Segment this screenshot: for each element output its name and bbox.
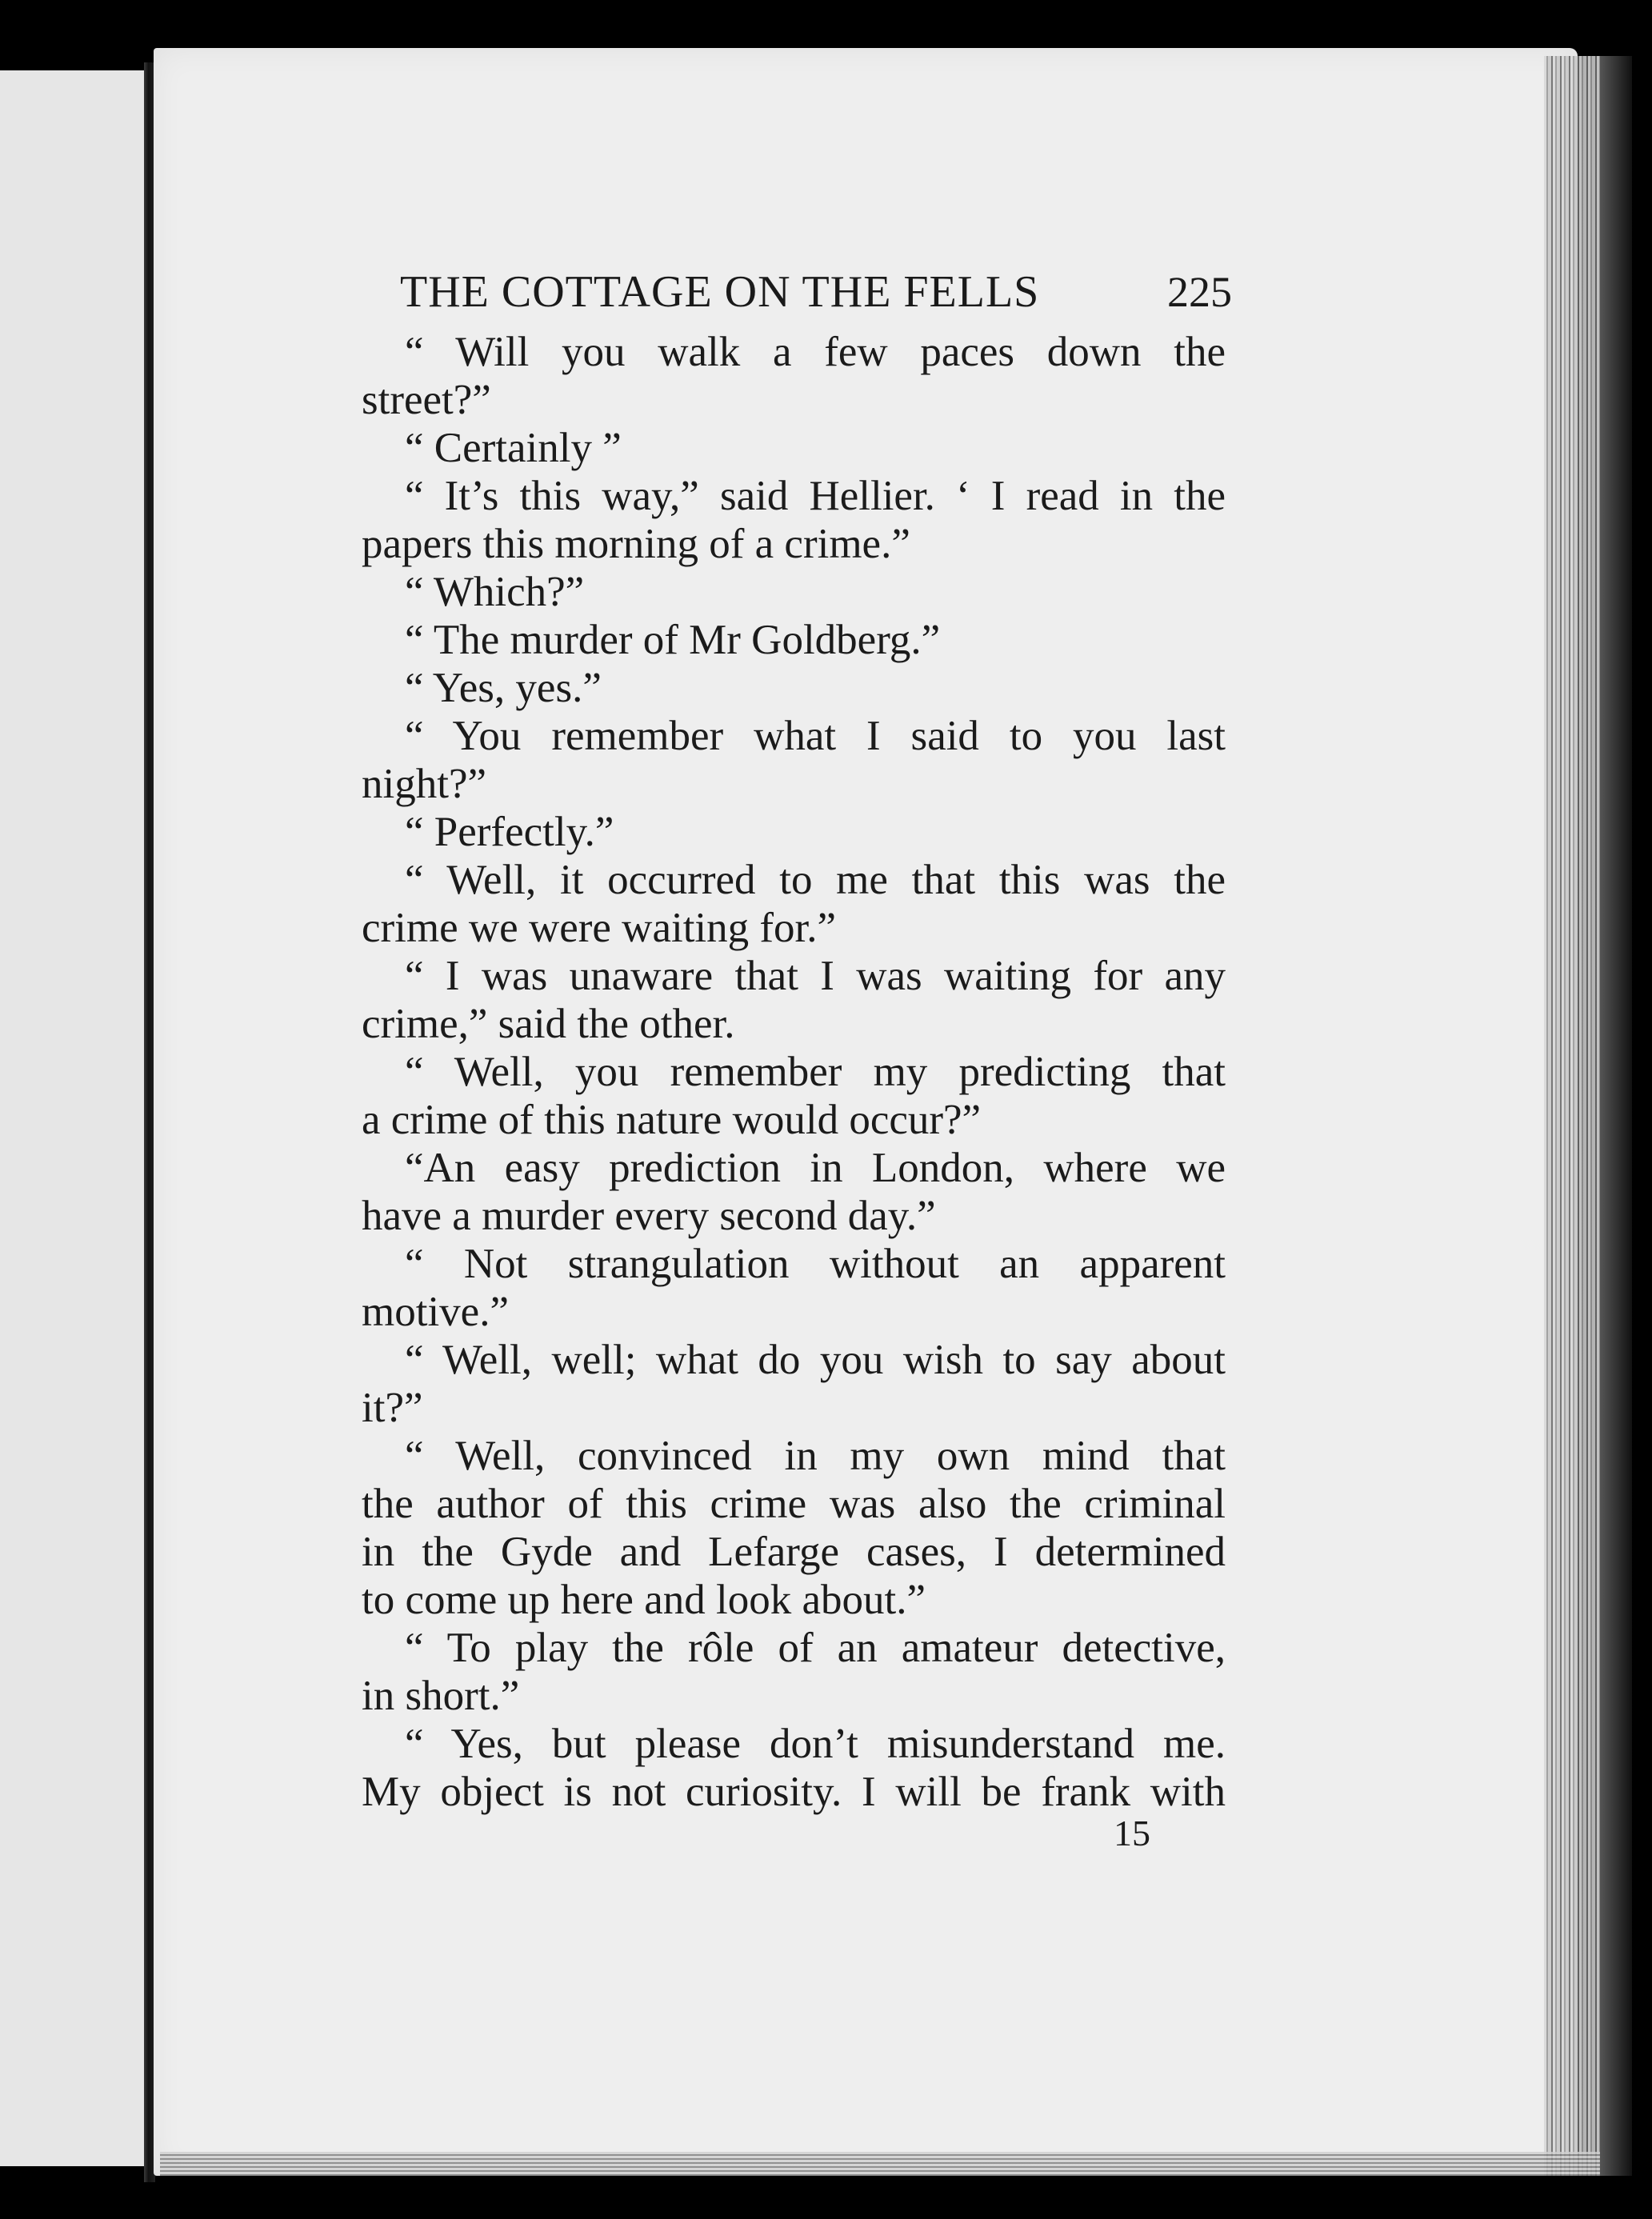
text-line: street?” xyxy=(362,377,491,423)
text-line: in short.” xyxy=(362,1673,520,1719)
text-line: to come up here and look about.” xyxy=(362,1577,926,1623)
text-line: “ Well, it occurred to me that this was the xyxy=(405,857,1226,903)
text-line: papers this morning of a crime.” xyxy=(362,521,910,567)
text-line: “ Perfectly.” xyxy=(405,809,614,855)
text-line: the author of this crime was also the criminal xyxy=(362,1481,1226,1527)
text-line: it?” xyxy=(362,1385,423,1431)
text-line: “ Which?” xyxy=(405,569,585,615)
running-title: THE COTTAGE ON THE FELLS xyxy=(400,267,1040,317)
text-line: “ It’s this way,” said Hellier. ‘ I read in the xyxy=(405,473,1226,519)
text-line: “ The murder of Mr Goldberg.” xyxy=(405,617,941,663)
page-number: 225 xyxy=(1167,268,1232,316)
text-line: “ Well, well; what do you wish to say about xyxy=(405,1337,1226,1383)
text-line: “ Well, convinced in my own mind that xyxy=(405,1433,1226,1479)
page-stack-edge xyxy=(1544,56,1604,2176)
text-line: “ Yes, yes.” xyxy=(405,665,602,711)
text-line: crime we were waiting for.” xyxy=(362,905,837,951)
text-line: “ Will you walk a few paces down the xyxy=(405,329,1226,375)
text-line: My object is not curiosity. I will be frank with xyxy=(362,1769,1226,1815)
text-line: “ To play the rôle of an amateur detective, xyxy=(405,1625,1226,1671)
text-line: “ You remember what I said to you last xyxy=(405,713,1226,759)
page-bottom-edge xyxy=(160,2152,1600,2176)
running-head xyxy=(400,256,1232,328)
text-line: night?” xyxy=(362,761,486,807)
text-line: a crime of this nature would occur?” xyxy=(362,1097,982,1143)
facing-page-edge xyxy=(0,70,149,2166)
text-line: motive.” xyxy=(362,1289,509,1335)
text-line: “ Certainly ” xyxy=(405,425,622,471)
signature-mark: 15 xyxy=(1114,1813,1150,1853)
text-line: “ Well, you remember my predicting that xyxy=(405,1049,1226,1095)
text-line: have a murder every second day.” xyxy=(362,1193,936,1239)
text-line: “ I was unaware that I was waiting for any xyxy=(405,953,1226,999)
text-line: “An easy prediction in London, where we xyxy=(405,1145,1226,1191)
page-edge-shadow xyxy=(1600,56,1632,2176)
text-line: “ Not strangulation without an apparent xyxy=(405,1241,1226,1287)
body-text xyxy=(362,328,1226,1816)
text-line: in the Gyde and Lefarge cases, I determined xyxy=(362,1529,1226,1575)
text-line: crime,” said the other. xyxy=(362,1001,735,1047)
text-line: “ Yes, but please don’t misunderstand me. xyxy=(405,1721,1226,1767)
